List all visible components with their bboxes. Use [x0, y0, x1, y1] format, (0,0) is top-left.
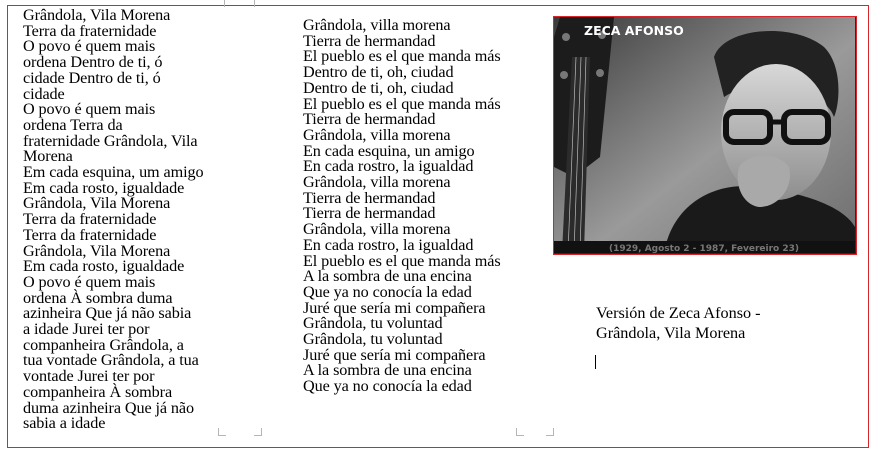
- corner-mark: [254, 0, 262, 7]
- lyric-line-pt: Morena: [23, 147, 73, 166]
- lyric-line-pt: companheira Grândola, a: [23, 335, 184, 354]
- lyric-line-es: Grândola, villa morena: [303, 16, 451, 34]
- lyric-line-es: Grândola, villa morena: [303, 220, 451, 239]
- lyric-line-es: A la sombra de una encina: [303, 267, 472, 286]
- lyric-line-es: En cada rostro, la igualdad: [303, 157, 474, 176]
- lyric-line-pt: azinheira Que já não sabia: [23, 304, 192, 323]
- lyric-line-pt: duma azinheira Que já não: [23, 398, 194, 417]
- lyric-line-pt: Terra da fraternidade: [23, 21, 157, 40]
- lyric-line-es: Que ya no conocía la edad: [303, 377, 472, 396]
- lyric-line-es: En cada esquina, un amigo: [303, 141, 475, 160]
- lyric-line-es: Grândola, tu voluntad: [303, 314, 443, 333]
- lyric-line-es: Tierra de hermandad: [303, 204, 436, 223]
- lyric-line-pt: companheira À sombra: [23, 382, 173, 401]
- corner-mark: [546, 428, 554, 436]
- lyric-line-pt: fraternidade Grândola, Vila: [23, 131, 198, 150]
- lyric-line-pt: Grândola, Vila Morena: [23, 6, 171, 24]
- lyric-line-pt: sabia a idade: [23, 414, 106, 433]
- lyric-line-pt: ordena Dentro de ti, ó: [23, 53, 163, 72]
- lyric-line-es: A la sombra de una encina: [303, 361, 472, 380]
- lyric-line-es: En cada rostro, la igualdad: [303, 235, 474, 254]
- lyric-line-es: Tierra de hermandad: [303, 188, 436, 207]
- lyric-line-pt: vontade Jurei ter por: [23, 367, 155, 386]
- lyric-line-es: Grândola, villa morena: [303, 173, 451, 192]
- lyric-line-es: Tierra de hermandad: [303, 110, 436, 129]
- lyric-line-es: Tierra de hermandad: [303, 31, 436, 50]
- lyric-line-es: El pueblo es el que manda más: [303, 251, 501, 270]
- corner-mark: [254, 428, 262, 436]
- portuguese-lyrics-column[interactable]: [23, 8, 233, 432]
- lyric-line-pt: Grândola, Vila Morena: [23, 194, 171, 213]
- lyric-line-pt: Terra da fraternidade: [23, 210, 157, 229]
- lyric-line-pt: Em cada rosto, igualdade: [23, 178, 185, 197]
- lyric-line-pt: Terra da fraternidade: [23, 225, 157, 244]
- corner-mark: [516, 428, 524, 436]
- caption-line: Grândola, Vila Morena: [596, 324, 746, 342]
- spanish-lyrics-column[interactable]: [303, 18, 533, 395]
- lyric-line-pt: Grândola, Vila Morena: [23, 241, 171, 260]
- lyric-line-pt: O povo é quem mais: [23, 37, 156, 56]
- lyric-line-es: Grândola, villa morena: [303, 125, 451, 144]
- lyric-line-pt: cidade: [23, 84, 65, 103]
- lyric-line-pt: O povo é quem mais: [23, 100, 156, 119]
- zeca-afonso-photo[interactable]: [553, 16, 857, 255]
- lyric-line-es: Juré que sería mi compañera: [303, 298, 486, 317]
- photo-dates-label: (1929, Agosto 2 - 1987, Fevereiro 23): [608, 244, 800, 253]
- lyric-line-es: Que ya no conocía la edad: [303, 282, 472, 301]
- corner-mark: [224, 0, 232, 7]
- lyric-line-es: Dentro de ti, oh, ciudad: [303, 78, 454, 97]
- portrait-illustration: [554, 17, 855, 253]
- text-cursor: [595, 355, 596, 369]
- lyric-line-es: El pueblo es el que manda más: [303, 47, 501, 66]
- lyric-line-pt: a idade Jurei ter por: [23, 320, 150, 339]
- lyric-line-es: Grândola, tu voluntad: [303, 330, 443, 349]
- caption-line: Versión de Zeca Afonso -: [596, 304, 761, 322]
- lyric-line-es: Dentro de ti, oh, ciudad: [303, 63, 454, 82]
- caption[interactable]: [596, 303, 846, 343]
- lyric-line-pt: Em cada rosto, igualdade: [23, 257, 185, 276]
- lyric-line-es: El pueblo es el que manda más: [303, 94, 501, 113]
- lyric-line-pt: ordena À sombra duma: [23, 288, 173, 307]
- lyric-line-pt: O povo é quem mais: [23, 272, 156, 291]
- lyric-line-es: Juré que sería mi compañera: [303, 345, 486, 364]
- lyric-line-pt: Em cada esquina, um amigo: [23, 163, 204, 182]
- lyric-line-pt: ordena Terra da: [23, 115, 123, 134]
- lyric-line-pt: cidade Dentro de ti, ó: [23, 68, 161, 87]
- photo-name-label: ZECA AFONSO: [584, 23, 684, 38]
- lyric-line-pt: tua vontade Grândola, a tua: [23, 351, 199, 370]
